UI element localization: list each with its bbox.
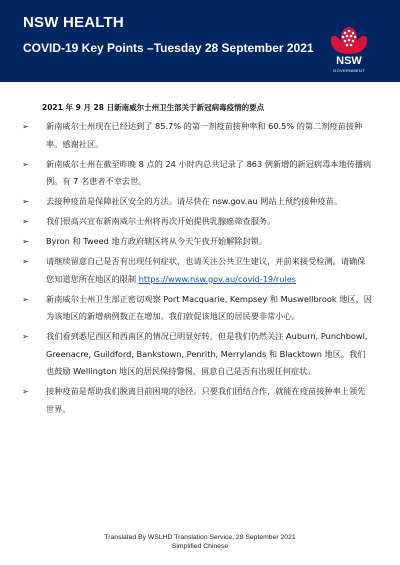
key-points-list [20, 118, 372, 421]
footer-translation-credit: Translated By WSLHD Translation Service, 28 September 2021 [104, 534, 296, 541]
bullet-text: 新南威尔士州在截至昨晚 8 点的 24 小时内总共记录了 863 例新增的新冠病毒本地传播病例。有 7 名患者不幸去世。 [46, 158, 372, 186]
list-item [20, 328, 372, 381]
bullet-text: 新南威尔士州卫生部正密切观察 Port Macquarie, Kempsey 和 Muswellbrook 地区，因为该地区的新增病例数正在增加。我们敦促该地区的居民要非常小心。 [46, 293, 372, 321]
bullet-text: 接种疫苗是帮助我们脱离目前困境的途径。只要我们团结合作，就能在疫苗接种率上领先世界。 [46, 386, 366, 414]
bullet-text: 新南威尔士州现在已经达到了 85.7% 的第一剂疫苗接种率和 60.5% 的第二剂疫苗接种率。感谢社区。 [46, 121, 363, 149]
bullet-text: 请继续留意自己是否有出现任何症状，也请关注公共卫生建议，并前来接受检测。请确保您知道您所在地区的限制 [46, 256, 366, 284]
bullet-text: Byron 和 Tweed 地方政府辖区将从今天午夜开始解除封锁。 [46, 236, 268, 246]
footer [0, 533, 400, 551]
list-item [20, 233, 372, 251]
arrow-bullet-icon: ➢ [22, 122, 29, 131]
list-item [20, 193, 372, 211]
arrow-bullet-icon: ➢ [22, 237, 29, 246]
footer-language: Simplified Chinese [171, 543, 229, 550]
arrow-bullet-icon: ➢ [22, 294, 29, 304]
list-item [20, 118, 372, 153]
arrow-bullet-icon: ➢ [22, 217, 29, 226]
list-item [20, 291, 372, 326]
header-title: NSW HEALTH [23, 14, 124, 31]
list-item [20, 383, 372, 418]
logo-subtext: GOVERNMENT [333, 68, 365, 73]
logo-wordmark: NSW [336, 55, 362, 67]
arrow-bullet-icon: ➢ [22, 257, 29, 266]
arrow-bullet-icon: ➢ [22, 197, 29, 206]
list-item [20, 156, 372, 191]
arrow-bullet-icon: ➢ [22, 159, 29, 169]
header-banner [0, 0, 400, 82]
arrow-bullet-icon: ➢ [22, 387, 29, 396]
bullet-text: 去接种疫苗是保障社区安全的方法。请尽快在 nsw.gov.au 网站上预约接种疫苗。 [46, 196, 343, 206]
list-item [20, 213, 372, 231]
header-subtitle: COVID-19 Key Points –Tuesday 28 September 2021 [23, 41, 314, 55]
arrow-bullet-icon: ➢ [22, 332, 29, 341]
list-item [20, 253, 372, 288]
nsw-government-logo [324, 24, 374, 76]
rules-link[interactable]: https://www.nsw.gov.au/covid-19/rules [138, 273, 297, 284]
waratah-logo-icon [324, 24, 374, 56]
document-title: 2021 年 9 月 28 日新南威尔士州卫生部关于新冠病毒疫情的要点 [42, 103, 265, 112]
bullet-text: 我们很高兴宣布新南威尔士州将再次开始提供乳腺癌筛查服务。 [46, 216, 276, 226]
bullet-text: 我们看到悉尼西区和西南区的情况已明显好转，但是我们仍然关注 Auburn, Punchbowl, Greenacre, Guildford, Bankstown, Penrith, Merrylands 和 Blacktown 地区。我们也鼓励 Wellington 地区的居民保持警惕，留意自己是否有出现任何症状。 [46, 331, 368, 376]
